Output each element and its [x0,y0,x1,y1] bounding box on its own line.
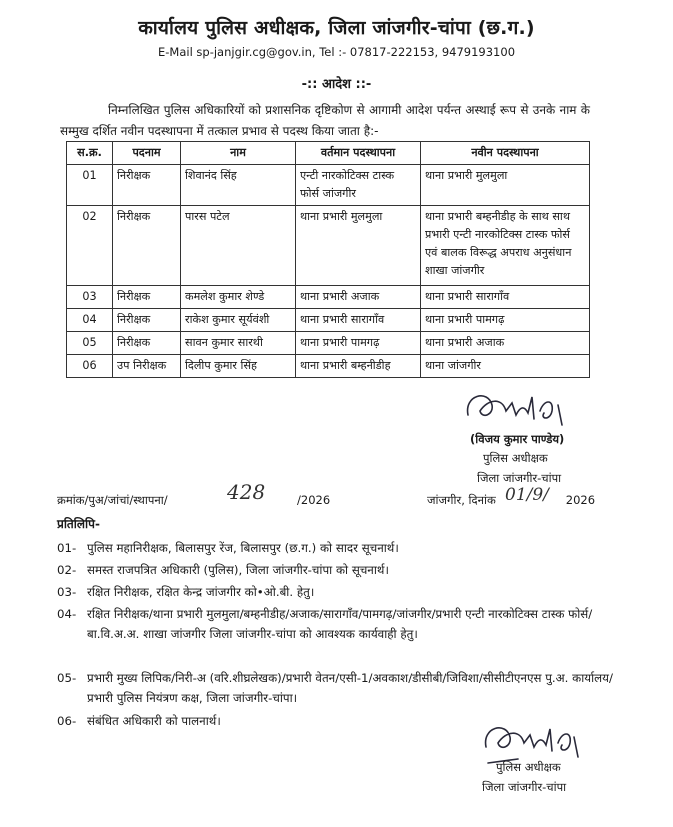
cell-designation: निरीक्षक [113,286,181,309]
cell-serial: 05 [67,332,113,355]
cell-current-posting: थाना प्रभारी अजाक [296,286,421,309]
cell-name: कमलेश कुमार शेण्डे [181,286,296,309]
signatory-designation: पुलिस अधीक्षक [483,451,548,465]
signature-mark-2 [478,715,618,765]
cell-new-posting: थाना प्रभारी बम्हनीडीह के साथ साथ प्रभारी एन्टी नारकोटिक्स टास्क फोर्स एवं बालक विरूद्ध अपराध अनुसंधान शाखा जांजगीर [421,206,590,286]
cell-new-posting: थाना प्रभारी मुलमुला [421,165,590,206]
reference-number: 428 [227,480,266,504]
table-row [67,206,590,286]
order-intro: निम्नलिखित पुलिस अधिकारियों को प्रशासनिक दृष्टिकोण से आगामी आदेश पर्यन्त अस्थाई रूप से उनके नाम के सम्मुख दर्शित नवीन पदस्थापना में तत्काल प्रभाव से पदस्थ किया जाता है:- [60,103,590,138]
col-header-current-posting: वर्तमान पदस्थापना [296,142,421,165]
signatory-name: (विजय कुमार पाण्डेय) [470,432,565,446]
cell-name: शिवानंद सिंह [181,165,296,206]
order-heading: -:: आदेश ::- [301,77,372,92]
list-item: 05- प्रभारी मुख्य लिपिक/निरी-अ (वरि.शीघ्रलेखक)/प्रभारी वेतन/एसी-1/अवकाश/डीसीबी/जिविशा/सीसीटीएनएस पु.अ. कार्यालय/प्रभारी पुलिस नियंत्रण कक्ष, जिला जांजगीर-चांपा। [57,671,613,705]
reference-prefix: क्रमांक/पुअ/जांचां/स्थापना/ [57,493,168,507]
cell-current-posting: एन्टी नारकोटिक्स टास्क फोर्स जांजगीर [296,165,421,206]
cell-serial: 04 [67,309,113,332]
col-header-serial: स.क्र. [67,142,113,165]
office-title: कार्यालय पुलिस अधीक्षक, जिला जांजगीर-चांपा (छ.ग.) [138,17,535,39]
cell-designation: निरीक्षक [113,206,181,286]
date-label: जांजगीर, दिनांक 2026 [427,493,596,507]
cell-name: पारस पटेल [181,206,296,286]
signatory2-district: जिला जांजगीर-चांपा [482,780,567,794]
cell-designation: निरीक्षक [113,165,181,206]
table-row [67,355,590,378]
table-row [67,309,590,332]
date-year: 2026 [565,493,596,507]
signatory-district: जिला जांजगीर-चांपा [477,471,562,485]
list-item: 01- पुलिस महानिरीक्षक, बिलासपुर रेंज, बिलासपुर (छ.ग.) को सादर सूचनार्थ। [57,541,399,555]
cell-current-posting: थाना प्रभारी मुलमुला [296,206,421,286]
handwritten-date: 01/9/ [505,485,549,505]
cell-serial: 06 [67,355,113,378]
cell-new-posting: थाना प्रभारी पामगढ़ [421,309,590,332]
cell-new-posting: थाना जांजगीर [421,355,590,378]
transfer-table [66,141,590,378]
list-item: 04- रक्षित निरीक्षक/थाना प्रभारी मुलमुला/बम्हनीडीह/अजाक/सारागाँव/पामगढ़/जांजगीर/प्रभारी एन्टी नारकोटिक्स टास्क फोर्स/बा.वि.अ.अ. शाखा जांजगीर जिला जांजगीर-चांपा को आवश्यक कार्यवाही हेतु। [57,607,593,641]
cell-serial: 01 [67,165,113,206]
cell-name: राकेश कुमार सूर्यवंशी [181,309,296,332]
col-header-new-posting: नवीन पदस्थापना [421,142,590,165]
cell-serial: 02 [67,206,113,286]
list-item: 02- समस्त राजपत्रित अधिकारी (पुलिस), जिला जांजगीर-चांपा को सूचनार्थ। [57,563,389,577]
table-row [67,286,590,309]
cell-designation: निरीक्षक [113,309,181,332]
table-row [67,165,590,206]
signature-mark [458,385,608,435]
col-header-designation: पदनाम [113,142,181,165]
cell-new-posting: थाना प्रभारी अजाक [421,332,590,355]
list-item: 03- रक्षित निरीक्षक, रक्षित केन्द्र जांजगीर को•ओ.बी. हेतु। [57,585,315,599]
cell-serial: 03 [67,286,113,309]
cell-designation: उप निरीक्षक [113,355,181,378]
table-row [67,332,590,355]
cell-current-posting: थाना प्रभारी पामगढ़ [296,332,421,355]
cell-designation: निरीक्षक [113,332,181,355]
cell-current-posting: थाना प्रभारी सारागाँव [296,309,421,332]
signatory2-designation: पुलिस अधीक्षक [496,760,561,774]
list-item: 06- संबंधित अधिकारी को पालनार्थ। [57,714,221,728]
cell-current-posting: थाना प्रभारी बम्हनीडीह [296,355,421,378]
table-header-row [67,142,590,165]
copy-to-label: प्रतिलिपि- [57,517,100,531]
col-header-name: नाम [181,142,296,165]
cell-name: दिलीप कुमार सिंह [181,355,296,378]
reference-year: /2026 [297,493,331,507]
cell-name: सावन कुमार सारथी [181,332,296,355]
contact-line: E-Mail sp-janjgir.cg@gov.in, Tel :- 07817-222153, 9479193100 [157,45,516,59]
cell-new-posting: थाना प्रभारी सारागाँव [421,286,590,309]
